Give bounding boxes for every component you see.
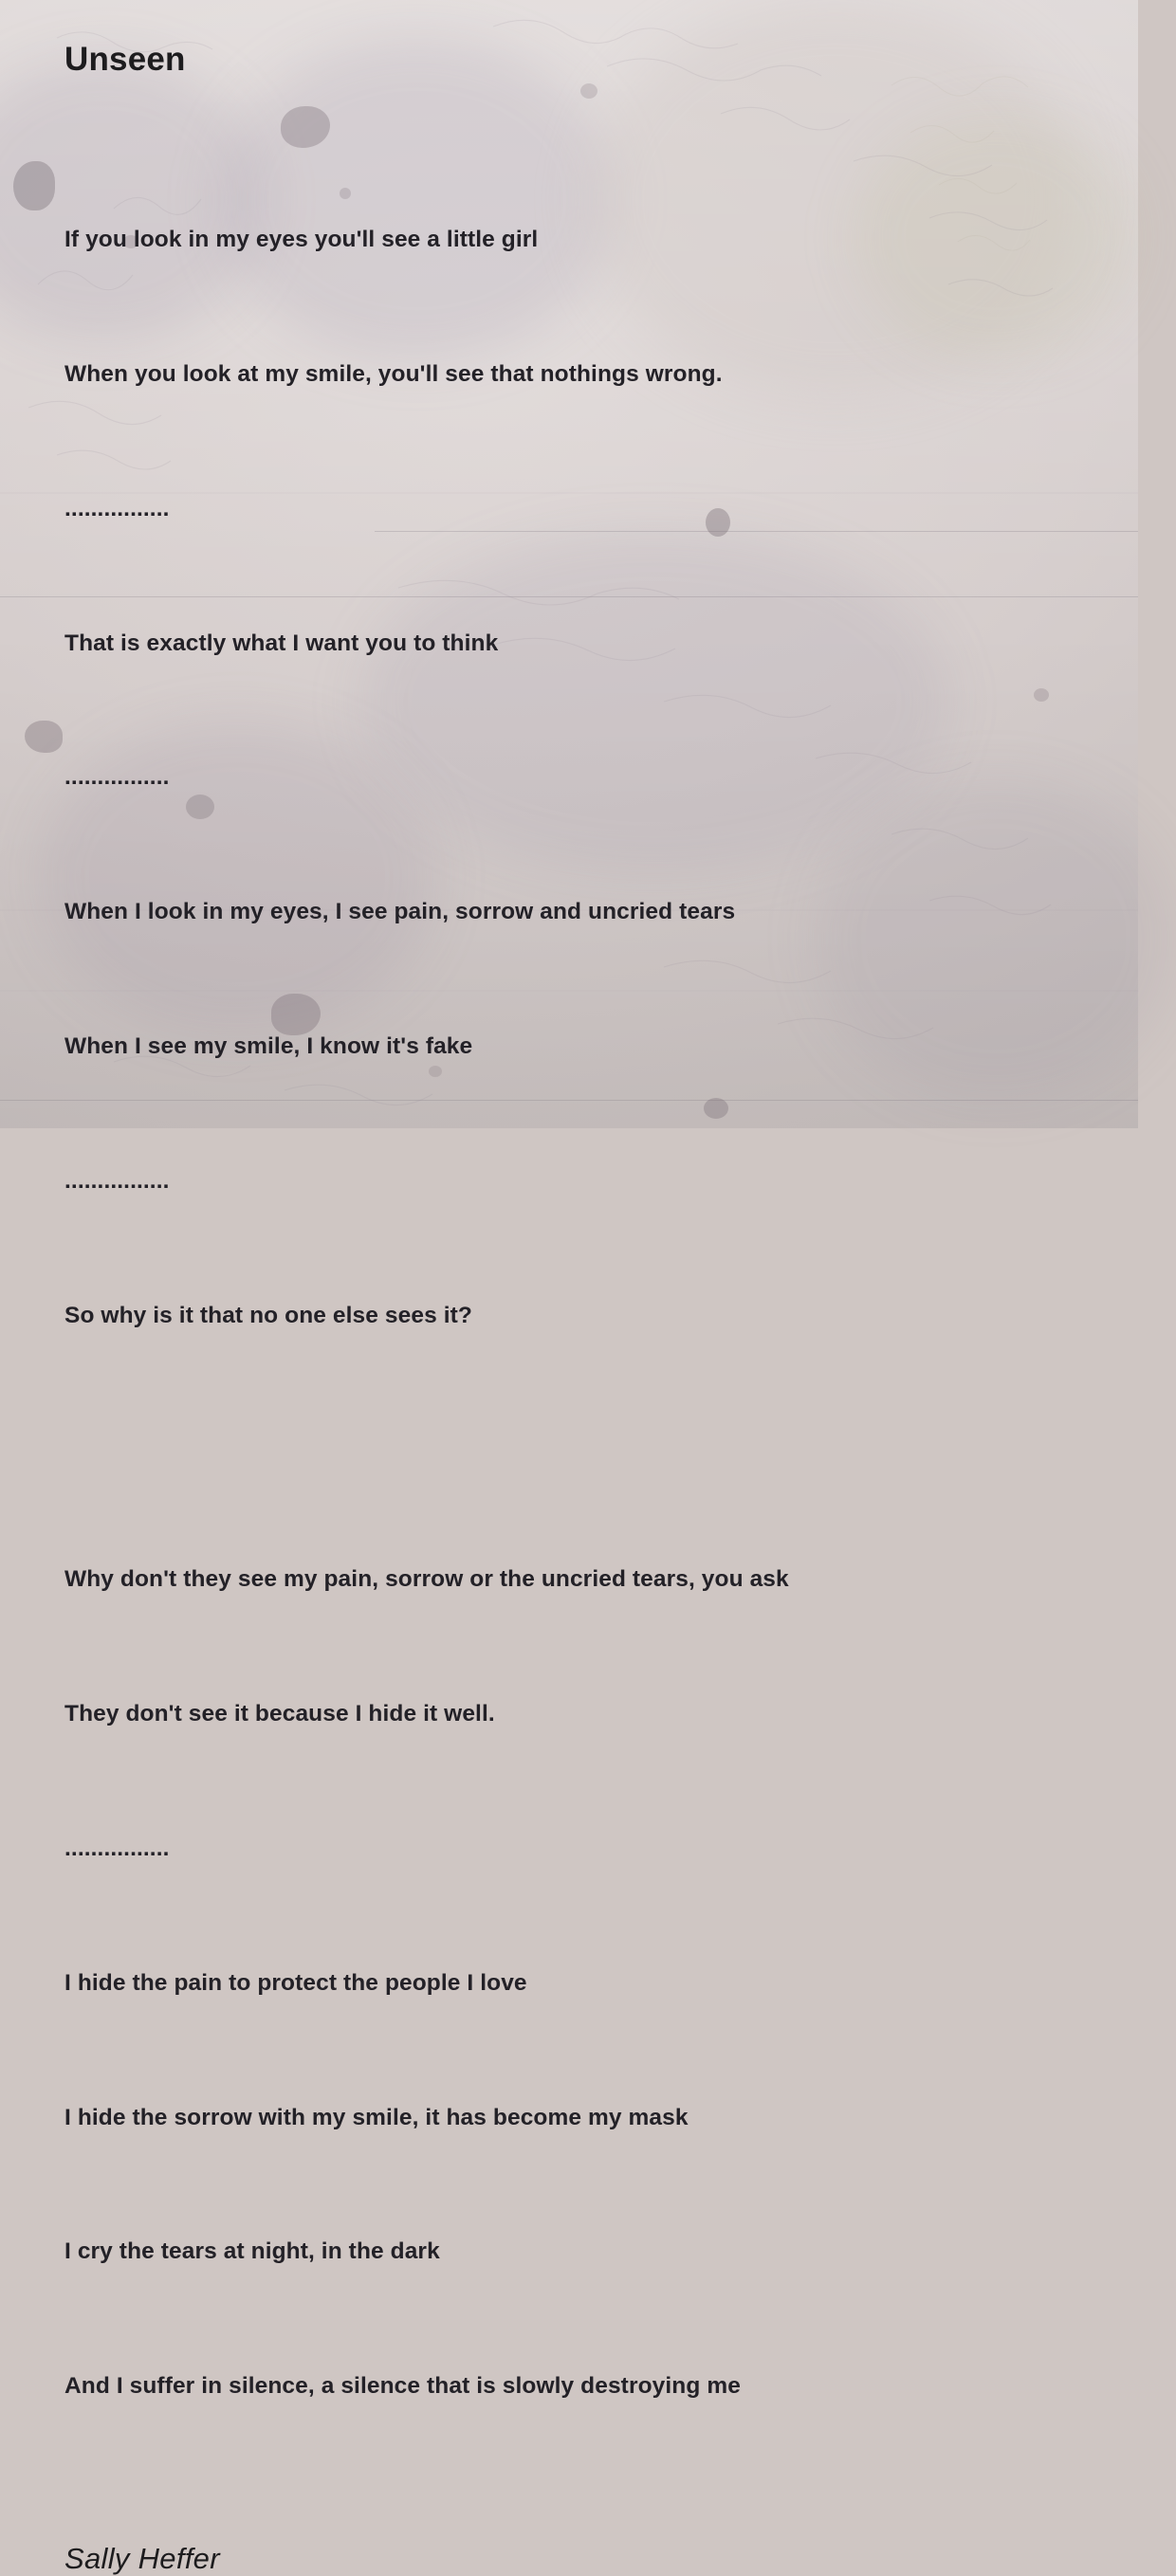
poem-line: I cry the tears at night, in the dark [64,2238,440,2265]
page-title: Unseen [64,41,186,78]
poem-line: ................ [64,495,170,521]
poem-line-blank [64,1428,1077,1468]
poem-line: I hide the pain to protect the people I love [64,1969,527,1996]
poem-body [64,128,1077,2499]
poem-line: I hide the sorrow with my smile, it has become my mask [64,2104,689,2130]
poem-line: When I look in my eyes, I see pain, sorrow and uncried tears [64,899,736,925]
poem-line: That is exactly what I want you to think [64,630,499,656]
poem-line: If you look in my eyes you'll see a little girl [64,227,539,253]
poem-line: And I suffer in silence, a silence that is slowly destroying me [64,2373,741,2400]
poem-line: So why is it that no one else sees it? [64,1302,472,1328]
poem-line: When you look at my smile, you'll see that nothings wrong. [64,360,723,387]
poem-line: ................ [64,1167,170,1194]
poem-line: ................ [64,1835,170,1861]
poem-line: ................ [64,764,170,791]
poem-line: When I see my smile, I know it's fake [64,1033,473,1060]
poem-line: Why don't they see my pain, sorrow or the uncried tears, you ask [64,1566,789,1593]
poem-line: They don't see it because I hide it well. [64,1701,495,1727]
author-name: Sally Heffer [64,2542,220,2576]
